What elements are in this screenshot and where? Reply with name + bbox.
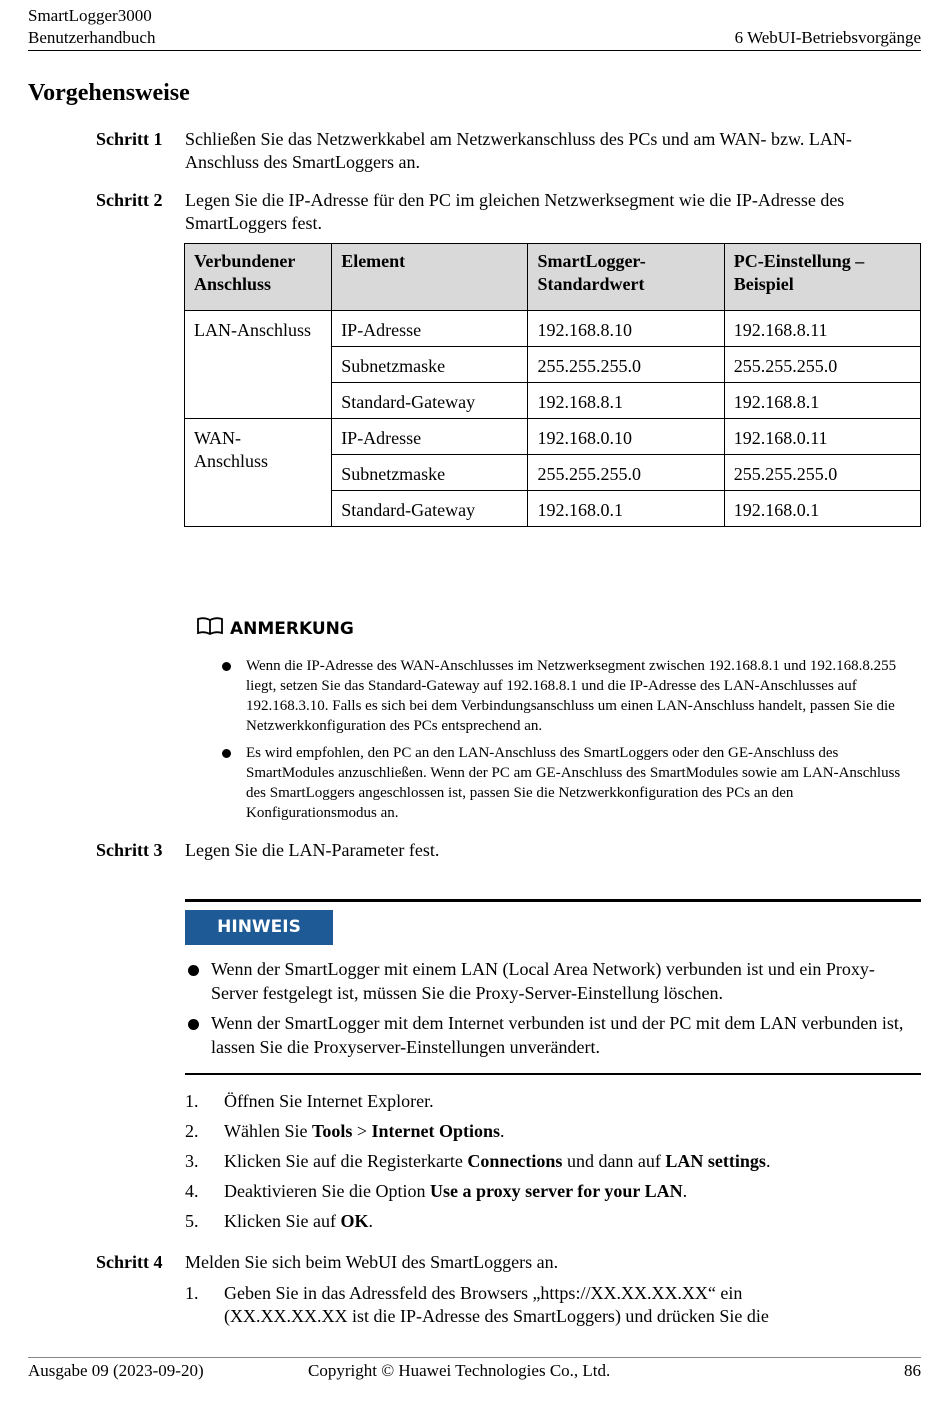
table-port-label: WAN-Anschluss bbox=[194, 428, 269, 471]
step-text: Schließen Sie das Netzwerkkabel am Netzwerkanschluss des PCs und am WAN- bzw. LAN-Anschluss des SmartLoggers an. bbox=[185, 129, 852, 172]
table-cell: 192.168.0.1 bbox=[528, 491, 724, 527]
substep-number: 5. bbox=[185, 1211, 199, 1231]
step4-substeps bbox=[185, 1282, 805, 1335]
substep-text: . bbox=[682, 1181, 688, 1201]
table-cell: Standard-Gateway bbox=[332, 383, 528, 419]
step-label: Schritt 2 bbox=[96, 190, 163, 210]
substep-text: Wählen Sie bbox=[224, 1121, 312, 1141]
hinweis-item: Wenn der SmartLogger mit einem LAN (Local Area Network) verbunden ist und ein Proxy-Server festgelegt ist, müssen Sie die Proxy-Server-Einstellung löschen. bbox=[185, 957, 921, 1005]
table-header-cell: PC-Einstellung – Beispiel bbox=[724, 244, 920, 311]
substep-text: . bbox=[368, 1211, 373, 1231]
substep-text: Klicken Sie auf die Registerkarte bbox=[224, 1151, 468, 1171]
substep-item bbox=[185, 1090, 920, 1113]
header-doc-title: Benutzerhandbuch bbox=[28, 28, 156, 47]
table-cell: 192.168.8.11 bbox=[724, 311, 920, 347]
network-settings-table bbox=[184, 243, 921, 527]
substep-item bbox=[185, 1210, 920, 1233]
substep-text: und dann auf bbox=[562, 1151, 666, 1171]
substep-item bbox=[185, 1150, 920, 1173]
table-cell: 255.255.255.0 bbox=[528, 347, 724, 383]
note-title: ANMERKUNG bbox=[230, 618, 354, 639]
ui-term: Use a proxy server for your LAN bbox=[429, 1181, 683, 1201]
table-cell: IP-Adresse bbox=[332, 419, 528, 455]
table-header-cell: SmartLogger-Standardwert bbox=[528, 244, 724, 311]
substep-item bbox=[185, 1120, 920, 1143]
substep-number: 3. bbox=[185, 1151, 199, 1171]
table-port-cell bbox=[185, 419, 332, 527]
substep-text: Öffnen Sie Internet Explorer. bbox=[224, 1091, 434, 1111]
table-cell: 192.168.0.1 bbox=[724, 491, 920, 527]
ui-term: LAN settings bbox=[665, 1151, 766, 1171]
table-cell: 192.168.0.11 bbox=[724, 419, 920, 455]
substep-item bbox=[185, 1180, 920, 1203]
substep-text: Geben Sie in das Adressfeld des Browsers „https://XX.XX.XX.XX“ ein (XX.XX.XX.XX ist die IP-Adresse des SmartLoggers) und drücken Sie die bbox=[224, 1283, 769, 1326]
table-row bbox=[185, 311, 921, 347]
substep-text: Deaktivieren Sie die Option bbox=[224, 1181, 430, 1201]
header-product: SmartLogger3000 bbox=[28, 6, 152, 25]
footer-rule bbox=[28, 1357, 921, 1358]
hinweis-list bbox=[185, 957, 921, 1065]
hinweis-item: Wenn der SmartLogger mit dem Internet verbunden ist und der PC mit dem LAN verbunden ist, lassen Sie die Proxyserver-Einstellungen unverändert. bbox=[185, 1011, 921, 1059]
footer-edition: Ausgabe 09 (2023-09-20) bbox=[28, 1361, 204, 1380]
section-title: Vorgehensweise bbox=[28, 80, 190, 106]
table-cell: 192.168.8.10 bbox=[528, 311, 724, 347]
ui-term: Internet Options bbox=[371, 1121, 501, 1141]
substep-number: 1. bbox=[185, 1283, 199, 1303]
table-header-cell: Verbundener Anschluss bbox=[185, 244, 332, 311]
table-cell: 255.255.255.0 bbox=[724, 455, 920, 491]
table-cell: 255.255.255.0 bbox=[724, 347, 920, 383]
substep-number: 2. bbox=[185, 1121, 199, 1141]
note-heading bbox=[196, 616, 354, 641]
substep-text: Klicken Sie auf bbox=[224, 1211, 341, 1231]
step-text: Legen Sie die IP-Adresse für den PC im gleichen Netzwerksegment wie die IP-Adresse des SmartLoggers fest. bbox=[185, 190, 845, 233]
table-cell: Standard-Gateway bbox=[332, 491, 528, 527]
table-cell: Subnetzmaske bbox=[332, 347, 528, 383]
step-label: Schritt 3 bbox=[96, 840, 163, 860]
note-list bbox=[222, 656, 922, 830]
note-item: Es wird empfohlen, den PC an den LAN-Anschluss des SmartLoggers oder den GE-Anschluss des SmartModules anzuschließen. Wenn der PC am GE-Anschluss des SmartModules sowie am LAN-Anschluss des SmartLoggers angeschlossen ist, passen Sie die Netzwerkkonfiguration des PCs an den Konfigurationsmodus an. bbox=[222, 743, 922, 823]
table-header-cell: Element bbox=[332, 244, 528, 311]
substep-number: 4. bbox=[185, 1181, 199, 1201]
ui-term: Connections bbox=[467, 1151, 563, 1171]
substep-item bbox=[185, 1282, 805, 1328]
book-icon bbox=[196, 616, 224, 641]
ui-term: OK bbox=[340, 1211, 369, 1231]
hinweis-top-rule bbox=[185, 899, 921, 902]
table-cell: 255.255.255.0 bbox=[528, 455, 724, 491]
table-cell: 192.168.8.1 bbox=[724, 383, 920, 419]
step-label: Schritt 4 bbox=[96, 1252, 163, 1272]
hinweis-badge: HINWEIS bbox=[185, 910, 333, 945]
step-text: Legen Sie die LAN-Parameter fest. bbox=[185, 840, 440, 860]
step-text: Melden Sie sich beim WebUI des SmartLoggers an. bbox=[185, 1252, 559, 1272]
substep-number: 1. bbox=[185, 1091, 199, 1111]
table-cell: Subnetzmaske bbox=[332, 455, 528, 491]
ui-term: Tools bbox=[311, 1121, 353, 1141]
table-row bbox=[185, 419, 921, 455]
footer-copyright: Copyright © Huawei Technologies Co., Ltd. bbox=[308, 1361, 611, 1380]
table-port-cell: LAN-Anschluss bbox=[185, 311, 332, 419]
header-rule bbox=[28, 50, 921, 51]
step3-substeps bbox=[185, 1090, 920, 1240]
hinweis-bottom-rule bbox=[185, 1073, 921, 1075]
footer-page-number: 86 bbox=[904, 1361, 921, 1380]
note-item: Wenn die IP-Adresse des WAN-Anschlusses im Netzwerksegment zwischen 192.168.8.1 und 192.168.8.255 liegt, setzen Sie das Standard-Gateway auf 192.168.8.1 und die IP-Adresse des LAN-Anschlusses auf 192.168.3.10. Falls es sich bei dem Verbindungsanschluss um einen LAN-Anschluss handelt, passen Sie die Netzwerkkonfiguration des PCs entsprechend an. bbox=[222, 656, 922, 736]
substep-text: > bbox=[352, 1121, 372, 1141]
table-cell: IP-Adresse bbox=[332, 311, 528, 347]
substep-text: . bbox=[765, 1151, 771, 1171]
table-header-row bbox=[185, 244, 921, 311]
header-chapter: 6 WebUI-Betriebsvorgänge bbox=[734, 28, 921, 47]
table-cell: 192.168.8.1 bbox=[528, 383, 724, 419]
table-cell: 192.168.0.10 bbox=[528, 419, 724, 455]
step-label: Schritt 1 bbox=[96, 129, 163, 149]
substep-text: . bbox=[500, 1121, 505, 1141]
